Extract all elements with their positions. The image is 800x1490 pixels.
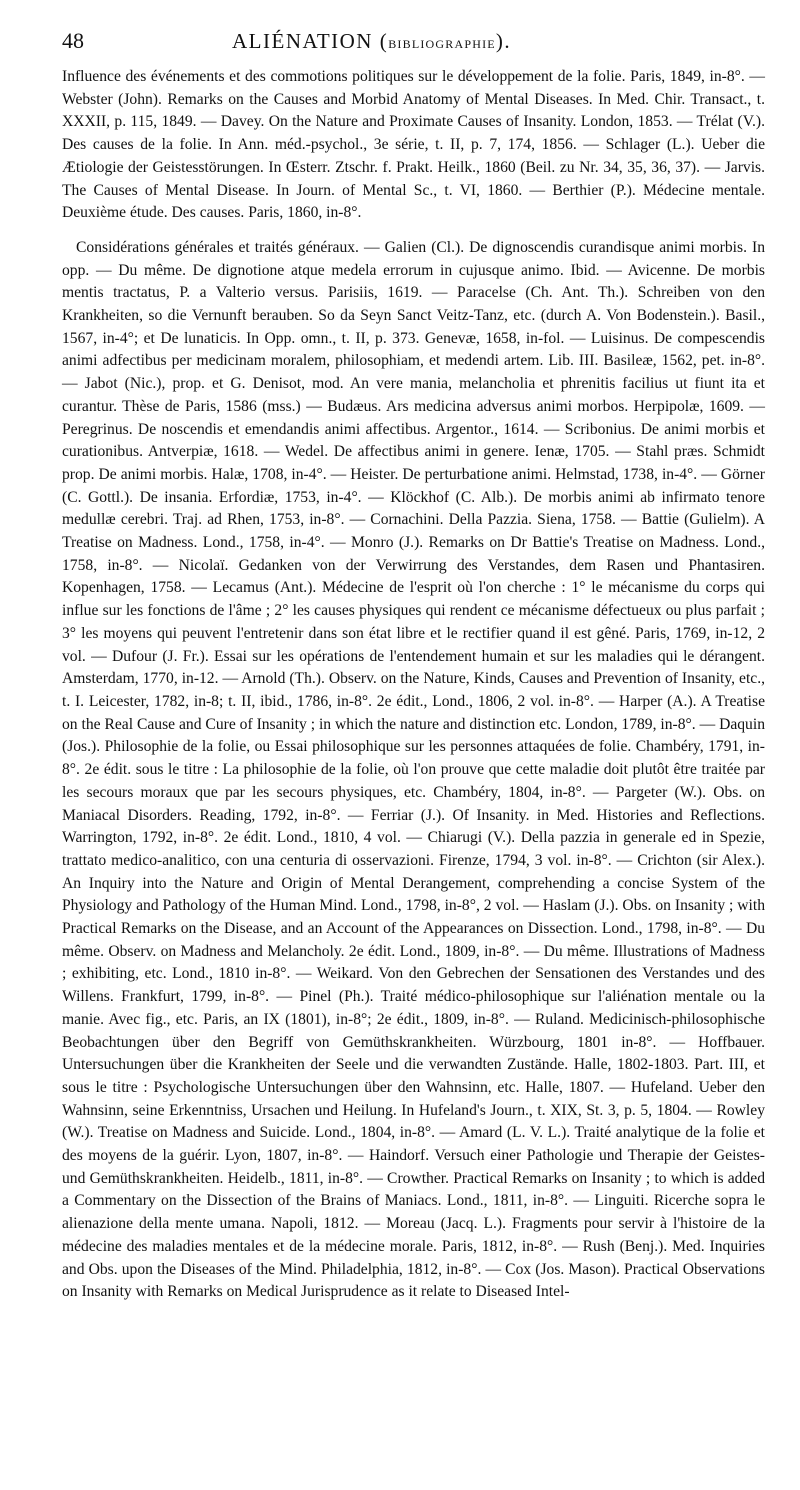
page-header — [62, 28, 765, 58]
running-head-subtitle: BIBLIOGRAPHIE — [388, 37, 496, 51]
page-number: 48 — [62, 28, 84, 53]
book-page — [62, 28, 765, 1304]
running-head — [232, 29, 511, 54]
running-head-title: ALIÉNATION ( — [232, 29, 389, 53]
bibliography-paragraph-general-treatises: Considérations générales et traités généraux. — Galien (Cl.). De dignoscendis curandisque animi morbis. In opp. — Du même. De dignotione atque medela errorum in cujusque animo. Ibid. — Avicenne. De morbis mentis tractatus, P. a Valterio versus. Parisiis, 1619. — Paracelse (Ch. Ant. Th.). Schreiben von den Krankheiten, so die Vernunft berauben. So da Seyn Sanct Veitz-Tanz, etc. (durch A. Von Bodenstein.). Basil., 1567, in-4°; et De lunaticis. In Opp. omn., t. II, p. 373. Genevæ, 1658, in-fol. — Luisinus. De compescendis animi adfectibus per medicinam moralem, philosophiam, et medendi artem. Lib. III. Basileæ, 1562, pet. in-8°. — Jabot (Nic.), prop. et G. Denisot, mod. An vere mania, melancholia et phrenitis facilius ut fiunt ita et curantur. Thèse de Paris, 1586 (mss.) — Budæus. Ars medicina adversus animi morbos. Herpipolæ, 1609. — Peregrinus. De noscendis et emendandis animi affectibus. Argentor., 1614. — Scribonius. De animi morbis et curationibus. Antverpiæ, 1618. — Wedel. De affectibus animi in genere. Ienæ, 1705. — Stahl præs. Schmidt prop. De animi morbis. Halæ, 1708, in-4°. — Heister. De perturbatione animi. Helmstad, 1738, in-4°. — Görner (C. Gottl.). De insania. Erfordiæ, 1753, in-4°. — Klöckhof (C. Alb.). De morbis animi ab infirmato tenore medullæ cerebri. Traj. ad Rhen, 1753, in-8°. — Cornachini. Della Pazzia. Siena, 1758. — Battie (Gulielm). A Treatise on Madness. Lond., 1758, in-4°. — Monro (J.). Remarks on Dr Battie's Treatise on Madness. Lond., 1758, in-8°. — Nicolaï. Gedanken von der Verwirrung des Verstandes, dem Rasen und Phantasiren. Kopenhagen, 1758. — Lecamus (Ant.). Médecine de l'esprit où l'on cherche : 1° le mécanisme du corps qui influe sur les fonctions de l'âme ; 2° les causes physiques qui rendent ce mécanisme défectueux ou plus parfait ; 3° les moyens qui peuvent l'entretenir dans son état libre et le rectifier quand il est gêné. Paris, 1769, in-12, 2 vol. — Dufour (J. Fr.). Essai sur les opérations de l'entendement humain et sur les maladies qui le dérangent. Amsterdam, 1770, in-12. — Arnold (Th.). Observ. on the Nature, Kinds, Causes and Prevention of Insanity, etc., t. I. Leicester, 1782, in-8; t. II, ibid., 1786, in-8°. 2e édit., Lond., 1806, 2 vol. in-8°. — Harper (A.). A Treatise on the Real Cause and Cure of Insanity ; in which the nature and distinction etc. London, 1789, in-8°. — Daquin (Jos.). Philosophie de la folie, ou Essai philosophique sur les personnes attaquées de folie. Chambéry, 1791, in-8°. 2e édit. sous le titre : La philosophie de la folie, où l'on prouve que cette maladie doit plutôt être traitée par les secours moraux que par les secours physiques, etc. Chambéry, 1804, in-8°. — Pargeter (W.). Obs. on Maniacal Disorders. Reading, 1792, in-8°. — Ferriar (J.). Of Insanity. in Med. Histories and Reflections. Warrington, 1792, in-8°. 2e édit. Lond., 1810, 4 vol. — Chiarugi (V.). Della pazzia in generale ed in Spezie, trattato medico-analitico, con una centuria di osservazioni. Firenze, 1794, 3 vol. in-8°. — Crichton (sir Alex.). An Inquiry into the Nature and Origin of Mental Derangement, comprehending a concise System of the Physiology and Pathology of the Human Mind. Lond., 1798, in-8°, 2 vol. — Haslam (J.). Obs. on Insanity ; with Practical Remarks on the Disease, and an Account of the Appearances on Dissection. Lond., 1798, in-8°. — Du même. Observ. on Madness and Melancholy. 2e édit. Lond., 1809, in-8°. — Du même. Illustrations of Madness ; exhibiting, etc. Lond., 1810 in-8°. — Weikard. Von den Gebrechen der Sensationen des Verstandes und des Willens. Frankfurt, 1799, in-8°. — Pinel (Ph.). Traité médico-philosophique sur l'aliénation mentale ou la manie. Avec fig., etc. Paris, an IX (1801), in-8°; 2e édit., 1809, in-8°. — Ruland. Medicinisch-philosophische Beobachtungen über den Begriff von Gemüthskrankheiten. Würzbourg, 1801 in-8°. — Hoffbauer. Untersuchungen über die Krankheiten der Seele und die verwandten Zustände. Halle, 1802-1803. Part. III, et sous le titre : Psychologische Untersuchungen über den Wahnsinn, etc. Halle, 1807. — Hufeland. Ueber den Wahnsinn, seine Erkenntniss, Ursachen und Heilung. In Hufeland's Journ., t. XIX, St. 3, p. 5, 1804. — Rowley (W.). Treatise on Madness and Suicide. Lond., 1804, in-8°. — Amard (L. V. L.). Traité analytique de la folie et des moyens de la guérir. Lyon, 1807, in-8°. — Haindorf. Versuch einer Pathologie und Therapie der Geistes- und Gemüthskrankheiten. Heidelb., 1811, in-8°. — Crowther. Practical Remarks on Insanity ; to which is added a Commentary on the Dissection of the Brains of Maniacs. Lond., 1811, in-8°. — Linguiti. Ricerche sopra le alienazione della mente umana. Napoli, 1812. — Moreau (Jacq. L.). Fragments pour servir à l'histoire de la médecine des maladies mentales et de la médecine morale. Paris, 1812, in-8°. — Rush (Benj.). Med. Inquiries and Obs. upon the Diseases of the Mind. Philadelphia, 1812, in-8°. — Cox (Jos. Mason). Practical Observations on Insanity with Remarks on Medical Jurisprudence as it relate to Diseased Intel- — [62, 238, 765, 1301]
bibliography-paragraph-causes: Influence des événements et des commotions politiques sur le développement de la folie. Paris, 1849, in-8°. — Webster (John). Remarks on the Causes and Morbid Anatomy of Mental Diseases. In Med. Chir. Transact., t. XXXII, p. 115, 1849. — Davey. On the Nature and Proximate Causes of Insanity. London, 1853. — Trélat (V.). Des causes de la folie. In Ann. méd.-psychol., 3e série, t. II, p. 7, 174, 1856. — Schlager (L.). Ueber die Ætiologie der Geistesstörungen. In Œsterr. Ztschr. f. Prakt. Heilk., 1860 (Beil. zu Nr. 34, 35, 36, 37). — Jarvis. The Causes of Mental Disease. In Journ. of Mental Sc., t. VI, 1860. — Berthier (P.). Médecine mentale. Deuxième étude. Des causes. Paris, 1860, in-8°. — [62, 68, 765, 222]
running-head-close: ). — [495, 29, 512, 53]
